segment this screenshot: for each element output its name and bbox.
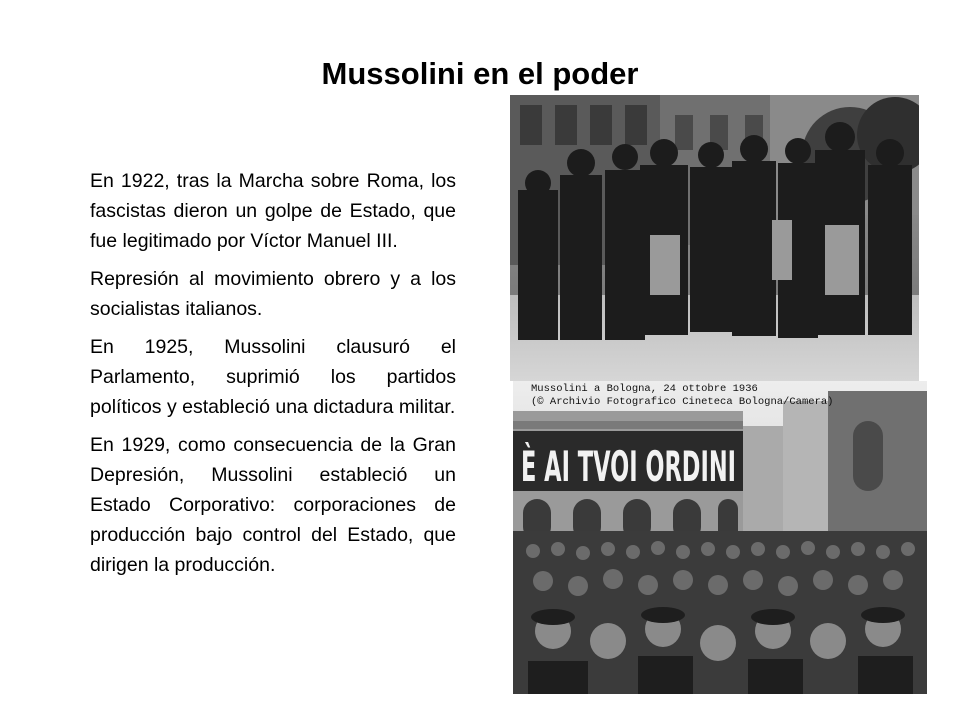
photo-caption-line-1: Mussolini a Bologna, 24 ottobre 1936 bbox=[531, 383, 758, 395]
text-column bbox=[90, 166, 456, 588]
paragraph-2: Represión al movimiento obrero y a los socialistas italianos. bbox=[90, 268, 456, 320]
photo-march-on-rome bbox=[510, 95, 919, 381]
slide-title: Mussolini en el poder bbox=[321, 56, 639, 91]
banner-text: È AI TVOI ORDINI bbox=[521, 442, 923, 491]
photo-caption bbox=[531, 383, 833, 409]
photo-caption-line-2: (© Archivio Fotografico Cineteca Bologna/Camera) bbox=[531, 396, 834, 408]
paragraph-4: En 1929, como consecuencia de la Gran Depresión, Mussolini estableció un Estado Corporativo: corporaciones de producción bajo control del Estado, que dirigen la producción. bbox=[90, 434, 456, 576]
paragraph-1: En 1922, tras la Marcha sobre Roma, los fascistas dieron un golpe de Estado, que fue legitimado por Víctor Manuel III. bbox=[90, 170, 456, 252]
photo-bologna-crowd bbox=[513, 381, 927, 694]
paragraph-3: En 1925, Mussolini clausuró el Parlamento, suprimió los partidos políticos y estableció una dictadura militar. bbox=[90, 336, 456, 418]
